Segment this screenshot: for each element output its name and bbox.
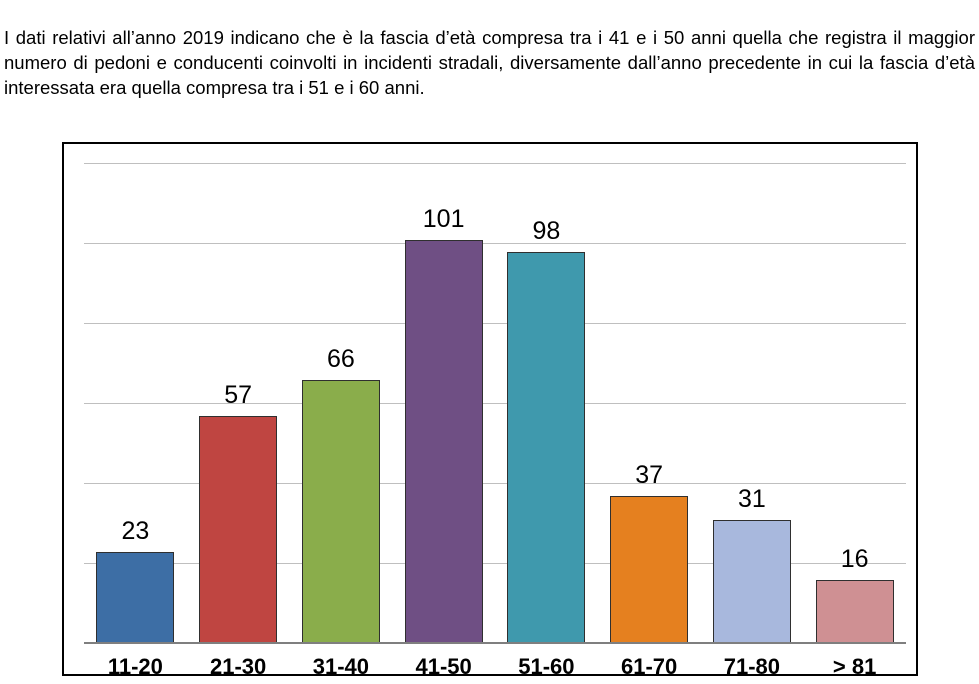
- bar-slot: [598, 164, 701, 644]
- bar-slot: [187, 164, 290, 644]
- plot-area: [84, 164, 906, 644]
- bar: [713, 520, 791, 644]
- bar-value-label: 31: [737, 485, 766, 513]
- x-axis-label: 21-30: [209, 654, 267, 679]
- x-axis-label: 41-50: [415, 654, 472, 679]
- intro-paragraph: I dati relativi all’anno 2019 indicano che è la fascia d’età compresa tra i 41 e i 50 anni quella che registra il maggior numero di pedoni e conducenti coinvolti in incidenti stradali, diversamente dall’anno precedente in cui la fascia d’età interessata era quella compresa tra i 51 e i 60 anni.: [4, 26, 975, 98]
- bar: [816, 580, 894, 644]
- bar-value-label: 57: [224, 381, 253, 409]
- bar-slot: [803, 164, 906, 644]
- chart-plot: [72, 152, 908, 679]
- bar-slot: [495, 164, 598, 644]
- x-axis-labels: [84, 650, 906, 684]
- x-axis-label: 51-60: [518, 654, 575, 679]
- bar: [405, 240, 483, 644]
- bar: [507, 252, 585, 644]
- x-axis-label: > 81: [832, 654, 877, 679]
- chart-container: [62, 142, 918, 679]
- x-axis-label: 61-70: [620, 654, 678, 679]
- bar-value-label: 37: [635, 461, 664, 489]
- x-axis-label: 71-80: [723, 654, 781, 679]
- bar: [199, 416, 277, 644]
- bar: [610, 496, 688, 644]
- bar-slot: [701, 164, 804, 644]
- x-axis-line: [84, 642, 906, 644]
- bar-slot: [84, 164, 187, 644]
- bar-value-label: 16: [840, 545, 869, 573]
- bar-slot: [290, 164, 393, 644]
- bar-value-label: 101: [422, 205, 465, 233]
- bar-value-label: 66: [326, 345, 355, 373]
- bar-value-label: 98: [532, 217, 561, 245]
- bar: [302, 380, 380, 644]
- bar-value-label: 23: [121, 517, 150, 545]
- x-axis-label: 31-40: [312, 654, 370, 679]
- bar-series: [84, 164, 906, 644]
- x-axis-label: 11-20: [107, 654, 163, 679]
- bar-slot: [392, 164, 495, 644]
- bar: [96, 552, 174, 644]
